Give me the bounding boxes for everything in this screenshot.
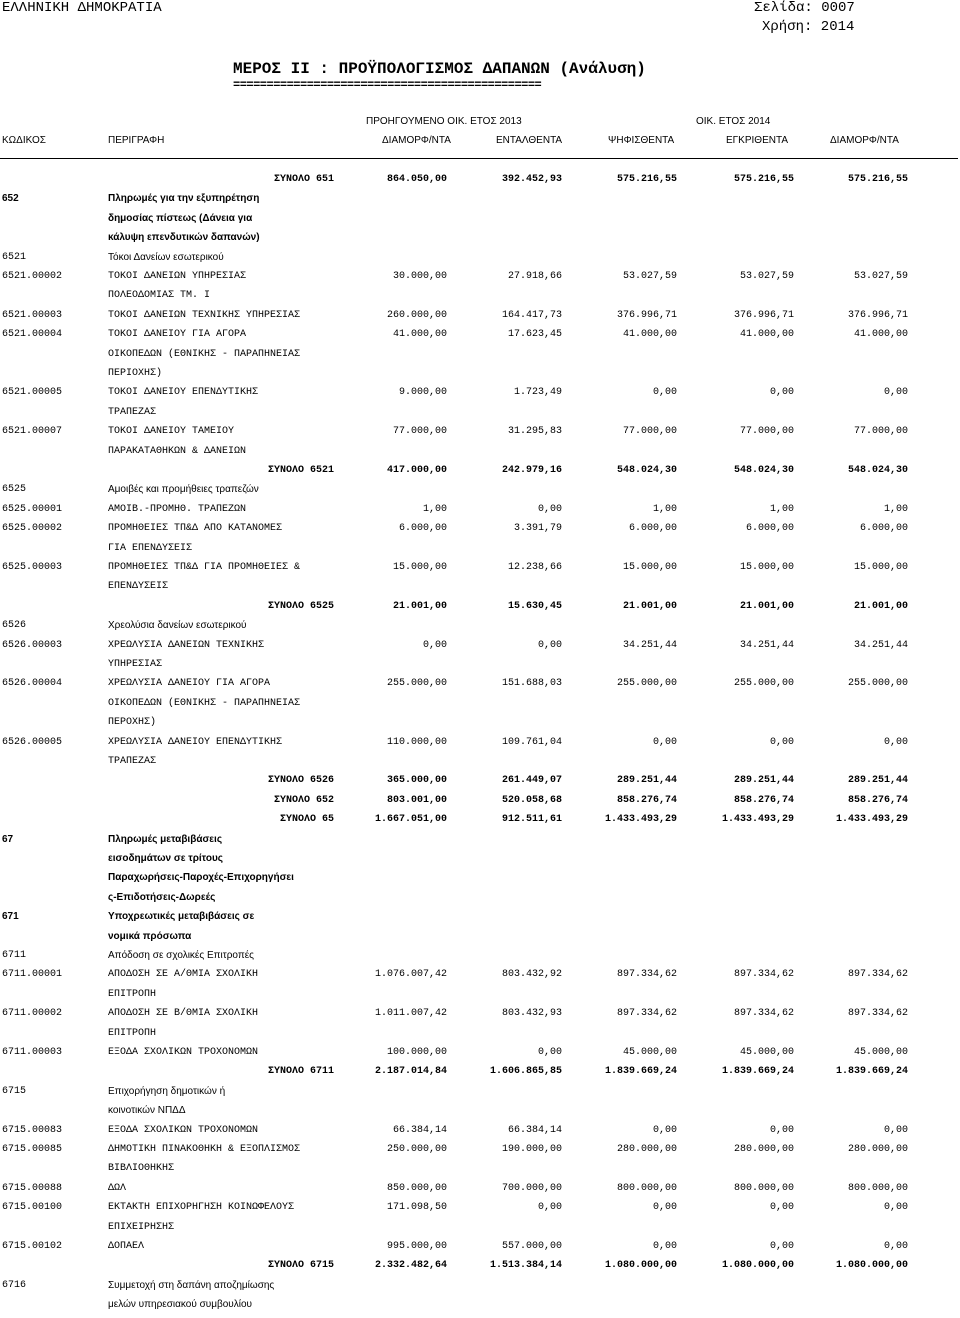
table-row — [0, 543, 960, 562]
amount-cell: 897.334,62 — [733, 969, 794, 981]
row-code: 6711.00002 — [2, 1008, 63, 1020]
amount-cell: 2.187.014,84 — [374, 1066, 447, 1078]
table-row — [0, 1202, 960, 1221]
amount-cell: 858.276,74 — [847, 794, 908, 806]
amount-cell: 6.000,00 — [859, 523, 908, 535]
row-description: ΠΟΛΕΟΔΟΜΙΑΣ ΤΜ. Ι — [108, 290, 211, 302]
amount-cell: 41.000,00 — [739, 329, 794, 341]
prev-year-heading: ΠΡΟΗΓΟΥΜΕΝΟ ΟΙΚ. ΕΤΟΣ 2013 — [366, 116, 522, 127]
amount-cell: 66.384,14 — [507, 1124, 562, 1136]
row-description: ΤΟΚΟΙ ΔΑΝΕΙΩΝ ΥΠΗΡΕΣΙΑΣ — [108, 271, 247, 282]
row-description: Παραχωρήσεις-Παροχές-Επιχορηγήσει — [108, 872, 294, 884]
amount-cell: 77.000,00 — [853, 426, 908, 438]
row-description: Απόδοση σε σχολικές Επιτροπές — [108, 950, 255, 961]
amount-cell: 0,00 — [652, 736, 677, 748]
total-label: ΣΥΝΟΛΟ 6525 — [267, 600, 334, 612]
amount-cell: 190.000,00 — [501, 1144, 562, 1155]
amount-cell: 575.216,55 — [847, 174, 908, 185]
amount-cell: 0,00 — [652, 1124, 677, 1136]
amount-cell: 0,00 — [537, 503, 562, 515]
amount-cell: 2.332.482,64 — [374, 1260, 447, 1272]
table-row — [0, 1105, 960, 1124]
amount-cell: 34.251,44 — [739, 639, 794, 651]
row-description: ΒΙΒΛΙΟΘΗΚΗΣ — [108, 1163, 175, 1175]
row-code: 652 — [2, 193, 19, 205]
amount-cell: 1,00 — [769, 503, 794, 515]
col-code: ΚΩΔΙΚΟΣ — [2, 135, 46, 146]
amount-cell: 260.000,00 — [386, 309, 447, 321]
amount-cell: 392.452,93 — [501, 174, 562, 185]
row-description: Χρεολύσια δανείων εσωτερικού — [108, 620, 247, 632]
row-description: ΔΟΠΑΕΛ — [108, 1241, 145, 1252]
row-code: 6711.00003 — [2, 1047, 63, 1058]
amount-cell: 0,00 — [769, 736, 794, 748]
amount-cell: 897.334,62 — [616, 1008, 677, 1020]
table-row — [0, 232, 960, 251]
row-description: ΕΠΙΤΡΟΠΗ — [108, 1027, 157, 1039]
table-row — [0, 1047, 960, 1066]
amount-cell: 45.000,00 — [739, 1047, 794, 1058]
amount-cell: 255.000,00 — [847, 678, 908, 690]
amount-cell: 0,00 — [652, 1241, 677, 1252]
amount-cell: 255.000,00 — [733, 678, 794, 690]
row-description: ΤΟΚΟΙ ΔΑΝΕΙΟΥ ΓΙΑ ΑΓΟΡΑ — [108, 329, 247, 341]
row-code: 6526.00004 — [2, 678, 63, 690]
amount-cell: 0,00 — [769, 1202, 794, 1214]
amount-cell: 376.996,71 — [733, 309, 794, 321]
amount-cell: 0,00 — [769, 1241, 794, 1252]
row-description: ΕΠΙΤΡΟΠΗ — [108, 988, 157, 1000]
row-code: 6526 — [2, 620, 27, 632]
table-row — [0, 950, 960, 969]
amount-cell: 864.050,00 — [386, 174, 447, 185]
row-description: ΕΞΟΔΑ ΣΧΟΛΙΚΩΝ ΤΡΟΧΟΝΟΜΩΝ — [108, 1124, 259, 1136]
row-description: Πληρωμές για την εξυπηρέτηση — [108, 193, 260, 205]
total-label: ΣΥΝΟΛΟ 65 — [279, 814, 334, 826]
total-row — [0, 775, 960, 794]
table-row — [0, 853, 960, 872]
table-row — [0, 1144, 960, 1163]
amount-cell: 45.000,00 — [622, 1047, 677, 1058]
amount-cell: 12.238,66 — [507, 562, 562, 573]
amount-cell: 0,00 — [769, 1124, 794, 1136]
amount-cell: 289.251,44 — [733, 775, 794, 787]
row-code: 6525.00001 — [2, 503, 63, 515]
table-row — [0, 737, 960, 756]
amount-cell: 0,00 — [537, 1047, 562, 1058]
amount-cell: 1.433.493,29 — [604, 814, 677, 826]
amount-cell: 45.000,00 — [853, 1047, 908, 1058]
row-description: κάλυψη επενδυτικών δαπανών) — [108, 232, 260, 244]
amount-cell: 21.001,00 — [739, 600, 794, 612]
row-description: ΧΡΕΩΛΥΣΙΑ ΔΑΝΕΙΩΝ ΤΕΧΝΙΚΗΣ — [108, 639, 265, 651]
amount-cell: 1.667.051,00 — [374, 814, 447, 826]
row-description: Συμμετοχή στη δαπάνη αποζημίωσης — [108, 1279, 275, 1291]
amount-cell: 109.761,04 — [501, 736, 562, 748]
amount-cell: 41.000,00 — [622, 329, 677, 341]
amount-cell: 0,00 — [769, 387, 794, 399]
total-row — [0, 814, 960, 833]
amount-cell: 21.001,00 — [392, 600, 447, 612]
amount-cell: 0,00 — [537, 639, 562, 651]
table-row — [0, 659, 960, 678]
page-title: ΜΕΡΟΣ ΙΙ : ΠΡΟΫΠΟΛΟΓΙΣΜΟΣ ΔΑΠΑΝΩΝ (Ανάλυση) — [233, 60, 646, 78]
page-number: Σελίδα: 0007 — [754, 0, 855, 16]
amount-cell: 15.000,00 — [739, 562, 794, 573]
amount-cell: 1.433.493,29 — [835, 814, 908, 826]
amount-cell: 800.000,00 — [847, 1182, 908, 1194]
amount-cell: 34.251,44 — [853, 639, 908, 651]
amount-cell: 164.417,73 — [501, 309, 562, 321]
amount-cell: 289.251,44 — [847, 775, 908, 787]
row-description: ΟΙΚΟΠΕΔΩΝ (ΕΘΝΙΚΗΣ - ΠΑΡΑΠΗΝΕΙΑΣ — [108, 348, 301, 360]
amount-cell: 0,00 — [883, 1202, 908, 1214]
row-code: 6715.00083 — [2, 1124, 63, 1136]
row-description: Πληρωμές μεταβιβάσεις — [108, 833, 223, 845]
amount-cell: 548.024,30 — [616, 465, 677, 476]
table-row — [0, 290, 960, 309]
table-row — [0, 640, 960, 659]
total-label: ΣΥΝΟΛΟ 6526 — [267, 775, 334, 787]
amount-cell: 110.000,00 — [386, 736, 447, 748]
table-row — [0, 1241, 960, 1260]
row-code: 6521.00002 — [2, 271, 63, 282]
table-row — [0, 252, 960, 271]
title-underline: ============================================== — [233, 78, 542, 92]
row-code: 6525 — [2, 484, 27, 496]
state-name: ΕΛΛΗΝΙΚΗ ΔΗΜΟΚΡΑΤΙΑ — [2, 0, 162, 16]
amount-cell: 557.000,00 — [501, 1241, 562, 1252]
row-description: ΓΙΑ ΕΠΕΝΔΥΣΕΙΣ — [108, 542, 193, 554]
amount-cell: 6.000,00 — [628, 523, 677, 535]
table-row — [0, 756, 960, 775]
row-description: ΕΚΤΑΚΤΗ ΕΠΙΧΟΡΗΓΗΣΗ ΚΟΙΝΩΦΕΛΟΥΣ — [108, 1202, 295, 1214]
row-code: 6525.00003 — [2, 562, 63, 573]
table-row — [0, 834, 960, 853]
row-description: ΤΟΚΟΙ ΔΑΝΕΙΟΥ ΕΠΕΝΔΥΤΙΚΗΣ — [108, 387, 259, 399]
table-row — [0, 523, 960, 542]
amount-cell: 1.723,49 — [513, 387, 562, 399]
row-description: εισοδημάτων σε τρίτους — [108, 853, 223, 864]
row-description: Τόκοι Δανείων εσωτερικού — [108, 251, 224, 263]
row-description: ΠΡΟΜΗΘΕΙΕΣ ΤΠ&Δ ΑΠΟ ΚΑΤΑΝΟΜΕΣ — [108, 523, 283, 535]
table-row — [0, 698, 960, 717]
row-code: 6711 — [2, 950, 27, 961]
table-row — [0, 1222, 960, 1241]
amount-cell: 15.630,45 — [507, 600, 562, 612]
table-row — [0, 484, 960, 503]
total-row — [0, 1066, 960, 1085]
amount-cell: 6.000,00 — [398, 523, 447, 535]
row-description: ΔΗΜΟΤΙΚΗ ΠΙΝΑΚΟΘΗΚΗ & ΕΞΟΠΛΙΣΜΟΣ — [108, 1144, 301, 1155]
amount-cell: 995.000,00 — [386, 1241, 447, 1252]
amount-cell: 850.000,00 — [386, 1182, 447, 1194]
amount-cell: 242.979,16 — [501, 465, 562, 476]
row-code: 6521.00007 — [2, 426, 63, 438]
total-label: ΣΥΝΟΛΟ 6711 — [267, 1066, 334, 1078]
row-code: 6715 — [2, 1085, 27, 1097]
table-row — [0, 1280, 960, 1299]
amount-cell: 520.058,68 — [501, 794, 562, 806]
row-description: ΧΡΕΩΛΥΣΙΑ ΔΑΝΕΙΟΥ ΕΠΕΝΔΥΤΙΚΗΣ — [108, 736, 283, 748]
table-row — [0, 1299, 960, 1318]
col-description: ΠΕΡΙΓΡΑΦΗ — [108, 135, 165, 146]
table-row — [0, 892, 960, 911]
amount-cell: 376.996,71 — [616, 309, 677, 321]
table-row — [0, 1086, 960, 1105]
row-description: ΠΕΡΟΧΗΣ) — [108, 717, 157, 729]
amount-cell: 41.000,00 — [853, 329, 908, 341]
amount-cell: 858.276,74 — [733, 794, 794, 806]
amount-cell: 417.000,00 — [386, 465, 447, 476]
row-description: ΕΠΙΧΕΙΡΗΣΗΣ — [108, 1221, 175, 1233]
row-description: ς-Επιδοτήσεις-Δωρεές — [108, 891, 216, 903]
amount-cell: 151.688,03 — [501, 678, 562, 690]
amount-cell: 1.011.007,42 — [374, 1008, 447, 1020]
amount-cell: 100.000,00 — [386, 1047, 447, 1058]
table-row — [0, 931, 960, 950]
row-code: 6521.00003 — [2, 309, 63, 321]
amount-cell: 289.251,44 — [616, 775, 677, 787]
amount-cell: 700.000,00 — [501, 1182, 562, 1194]
table-row — [0, 213, 960, 232]
amount-cell: 261.449,07 — [501, 775, 562, 787]
row-description: μελών υπηρεσιακού συμβουλίου — [108, 1299, 253, 1311]
row-description: δημοσίας πίστεως (Δάνεια για — [108, 212, 253, 224]
total-row — [0, 795, 960, 814]
amount-cell: 365.000,00 — [386, 775, 447, 787]
amount-cell: 6.000,00 — [745, 523, 794, 535]
total-label: ΣΥΝΟΛΟ 652 — [273, 794, 334, 806]
fiscal-year: Χρήση: 2014 — [762, 19, 855, 35]
col-approved: ΕΓΚΡΙΘΕΝΤΑ — [726, 135, 789, 146]
amount-cell: 0,00 — [883, 736, 908, 748]
amount-cell: 53.027,59 — [853, 271, 908, 282]
row-description: ΕΠΕΝΔΥΣΕΙΣ — [108, 581, 169, 593]
row-code: 6716 — [2, 1279, 27, 1291]
total-label: ΣΥΝΟΛΟ 651 — [273, 174, 334, 185]
amount-cell: 912.511,61 — [501, 814, 562, 826]
amount-cell: 575.216,55 — [733, 174, 794, 185]
amount-cell: 34.251,44 — [622, 639, 677, 651]
amount-cell: 280.000,00 — [616, 1144, 677, 1155]
amount-cell: 280.000,00 — [733, 1144, 794, 1155]
amount-cell: 1,00 — [422, 503, 447, 515]
amount-cell: 575.216,55 — [616, 174, 677, 185]
amount-cell: 0,00 — [652, 387, 677, 399]
row-description: ΤΡΑΠΕΖΑΣ — [108, 756, 157, 767]
total-row — [0, 465, 960, 484]
row-description: ΠΕΡΙΟΧΗΣ) — [108, 368, 163, 379]
total-row — [0, 1260, 960, 1279]
row-description: ΑΜΟΙΒ.-ΠΡΟΜΗΘ. ΤΡΑΠΕΖΩΝ — [108, 503, 247, 515]
table-row — [0, 1183, 960, 1202]
table-row — [0, 911, 960, 930]
table-row — [0, 310, 960, 329]
table-row — [0, 872, 960, 891]
row-code: 6715.00085 — [2, 1144, 63, 1155]
amount-cell: 1,00 — [652, 503, 677, 515]
amount-cell: 77.000,00 — [622, 426, 677, 438]
amount-cell: 21.001,00 — [622, 600, 677, 612]
amount-cell: 53.027,59 — [739, 271, 794, 282]
row-description: ΠΑΡΑΚΑΤΑΘΗΚΩΝ & ΔΑΝΕΙΩΝ — [108, 445, 247, 457]
table-row — [0, 1008, 960, 1027]
amount-cell: 0,00 — [422, 639, 447, 651]
amount-cell: 15.000,00 — [853, 562, 908, 573]
amount-cell: 1.080.000,00 — [835, 1260, 908, 1272]
row-code: 671 — [2, 911, 19, 923]
row-code: 67 — [2, 833, 14, 845]
col-committed: ΕΝΤΑΛΘΕΝΤΑ — [496, 135, 563, 146]
row-code: 6715.00102 — [2, 1241, 63, 1252]
amount-cell: 255.000,00 — [616, 678, 677, 690]
row-code: 6526.00005 — [2, 736, 63, 748]
amount-cell: 15.000,00 — [392, 562, 447, 573]
row-code: 6711.00001 — [2, 969, 63, 981]
total-row — [0, 174, 960, 193]
amount-cell: 803.001,00 — [386, 794, 447, 806]
amount-cell: 0,00 — [883, 1241, 908, 1252]
table-row — [0, 562, 960, 581]
amount-cell: 53.027,59 — [622, 271, 677, 282]
row-description: νομικά πρόσωπα — [108, 930, 192, 942]
row-description: ΠΡΟΜΗΘΕΙΕΣ ΤΠ&Δ ΓΙΑ ΠΡΟΜΗΘΕΙΕΣ & — [108, 562, 301, 573]
amount-cell: 800.000,00 — [616, 1182, 677, 1194]
row-description: ΟΙΚΟΠΕΔΩΝ (ΕΘΝΙΚΗΣ - ΠΑΡΑΠΗΝΕΙΑΣ — [108, 697, 301, 709]
amount-cell: 41.000,00 — [392, 329, 447, 341]
total-label: ΣΥΝΟΛΟ 6521 — [267, 465, 334, 476]
row-description: ΧΡΕΩΛΥΣΙΑ ΔΑΝΕΙΟΥ ΓΙΑ ΑΓΟΡΑ — [108, 678, 271, 690]
amount-cell: 803.432,93 — [501, 1008, 562, 1020]
amount-cell: 897.334,62 — [616, 969, 677, 981]
amount-cell: 1.839.669,24 — [721, 1066, 794, 1078]
table-row — [0, 678, 960, 697]
row-code: 6525.00002 — [2, 523, 63, 535]
row-description: ΑΠΟΔΟΣΗ ΣΕ Β/ΘΜΙΑ ΣΧΟΛΙΚΗ — [108, 1008, 259, 1020]
col-prev-modified: ΔΙΑΜΟΡΦ/ΝΤΑ — [382, 135, 451, 146]
row-description: ΑΠΟΔΟΣΗ ΣΕ Α/ΘΜΙΑ ΣΧΟΛΙΚΗ — [108, 969, 259, 981]
amount-cell: 27.918,66 — [507, 271, 562, 282]
table-row — [0, 620, 960, 639]
table-row — [0, 368, 960, 387]
amount-cell: 376.996,71 — [847, 309, 908, 321]
amount-cell: 77.000,00 — [739, 426, 794, 438]
amount-cell: 3.391,79 — [513, 523, 562, 535]
amount-cell: 31.295,83 — [507, 426, 562, 438]
amount-cell: 803.432,92 — [501, 969, 562, 981]
total-label: ΣΥΝΟΛΟ 6715 — [267, 1260, 334, 1272]
amount-cell: 897.334,62 — [847, 969, 908, 981]
amount-cell: 77.000,00 — [392, 426, 447, 438]
row-description: Υποχρεωτικές μεταβιβάσεις σε — [108, 911, 255, 923]
table-row — [0, 349, 960, 368]
amount-cell: 30.000,00 — [392, 271, 447, 282]
amount-cell: 1.839.669,24 — [604, 1066, 677, 1078]
amount-cell: 9.000,00 — [398, 387, 447, 399]
col-voted: ΨΗΦΙΣΘΕΝΤΑ — [608, 135, 675, 146]
row-description: ΥΠΗΡΕΣΙΑΣ — [108, 659, 163, 670]
table-row — [0, 446, 960, 465]
table-row — [0, 193, 960, 212]
amount-cell: 0,00 — [537, 1202, 562, 1214]
amount-cell: 548.024,30 — [847, 465, 908, 476]
amount-cell: 1.839.669,24 — [835, 1066, 908, 1078]
row-code: 6526.00003 — [2, 639, 63, 651]
amount-cell: 548.024,30 — [733, 465, 794, 476]
amount-cell: 1.513.384,14 — [489, 1260, 562, 1272]
table-row — [0, 387, 960, 406]
amount-cell: 0,00 — [652, 1202, 677, 1214]
row-description: κοινοτικών ΝΠΔΔ — [108, 1105, 186, 1117]
row-code: 6521.00005 — [2, 387, 63, 399]
row-description: ΔΩΛ — [108, 1182, 127, 1194]
table-row — [0, 581, 960, 600]
table-row — [0, 407, 960, 426]
row-description: Αμοιβές και προμήθειες τραπεζών — [108, 484, 259, 496]
table-row — [0, 1028, 960, 1047]
amount-cell: 255.000,00 — [386, 678, 447, 690]
amount-cell: 1,00 — [883, 503, 908, 515]
table-row — [0, 1125, 960, 1144]
row-code: 6715.00100 — [2, 1202, 63, 1214]
amount-cell: 1.606.865,85 — [489, 1066, 562, 1078]
amount-cell: 171.098,50 — [386, 1202, 447, 1214]
total-row — [0, 601, 960, 620]
amount-cell: 250.000,00 — [386, 1144, 447, 1155]
table-row — [0, 969, 960, 988]
row-description: Επιχορήγηση δημοτικών ή — [108, 1085, 226, 1097]
amount-cell: 800.000,00 — [733, 1182, 794, 1194]
table-row — [0, 717, 960, 736]
amount-cell: 17.623,45 — [507, 329, 562, 341]
table-row — [0, 1163, 960, 1182]
table-row — [0, 504, 960, 523]
amount-cell: 280.000,00 — [847, 1144, 908, 1155]
row-code: 6521.00004 — [2, 329, 63, 341]
amount-cell: 15.000,00 — [622, 562, 677, 573]
row-description: ΤΟΚΟΙ ΔΑΝΕΙΩΝ ΤΕΧΝΙΚΗΣ ΥΠΗΡΕΣΙΑΣ — [108, 309, 301, 321]
amount-cell: 1.080.000,00 — [604, 1260, 677, 1272]
amount-cell: 858.276,74 — [616, 794, 677, 806]
amount-cell: 1.080.000,00 — [721, 1260, 794, 1272]
table-row — [0, 329, 960, 348]
table-row — [0, 989, 960, 1008]
amount-cell: 66.384,14 — [392, 1124, 447, 1136]
col-cur-modified: ΔΙΑΜΟΡΦ/ΝΤΑ — [830, 135, 899, 146]
amount-cell: 1.076.007,42 — [374, 969, 447, 981]
amount-cell: 21.001,00 — [853, 600, 908, 612]
row-code: 6715.00088 — [2, 1182, 63, 1194]
cur-year-heading: ΟΙΚ. ΕΤΟΣ 2014 — [696, 116, 771, 127]
row-description: ΤΟΚΟΙ ΔΑΝΕΙΟΥ ΤΑΜΕΙΟΥ — [108, 426, 235, 438]
amount-cell: 897.334,62 — [733, 1008, 794, 1020]
amount-cell: 897.334,62 — [847, 1008, 908, 1020]
amount-cell: 0,00 — [883, 387, 908, 399]
row-code: 6521 — [2, 251, 27, 263]
row-description: ΕΞΟΔΑ ΣΧΟΛΙΚΩΝ ΤΡΟΧΟΝΟΜΩΝ — [108, 1047, 259, 1058]
table-row — [0, 426, 960, 445]
table-row — [0, 271, 960, 290]
amount-cell: 1.433.493,29 — [721, 814, 794, 826]
amount-cell: 0,00 — [883, 1124, 908, 1136]
row-description: ΤΡΑΠΕΖΑΣ — [108, 406, 157, 418]
